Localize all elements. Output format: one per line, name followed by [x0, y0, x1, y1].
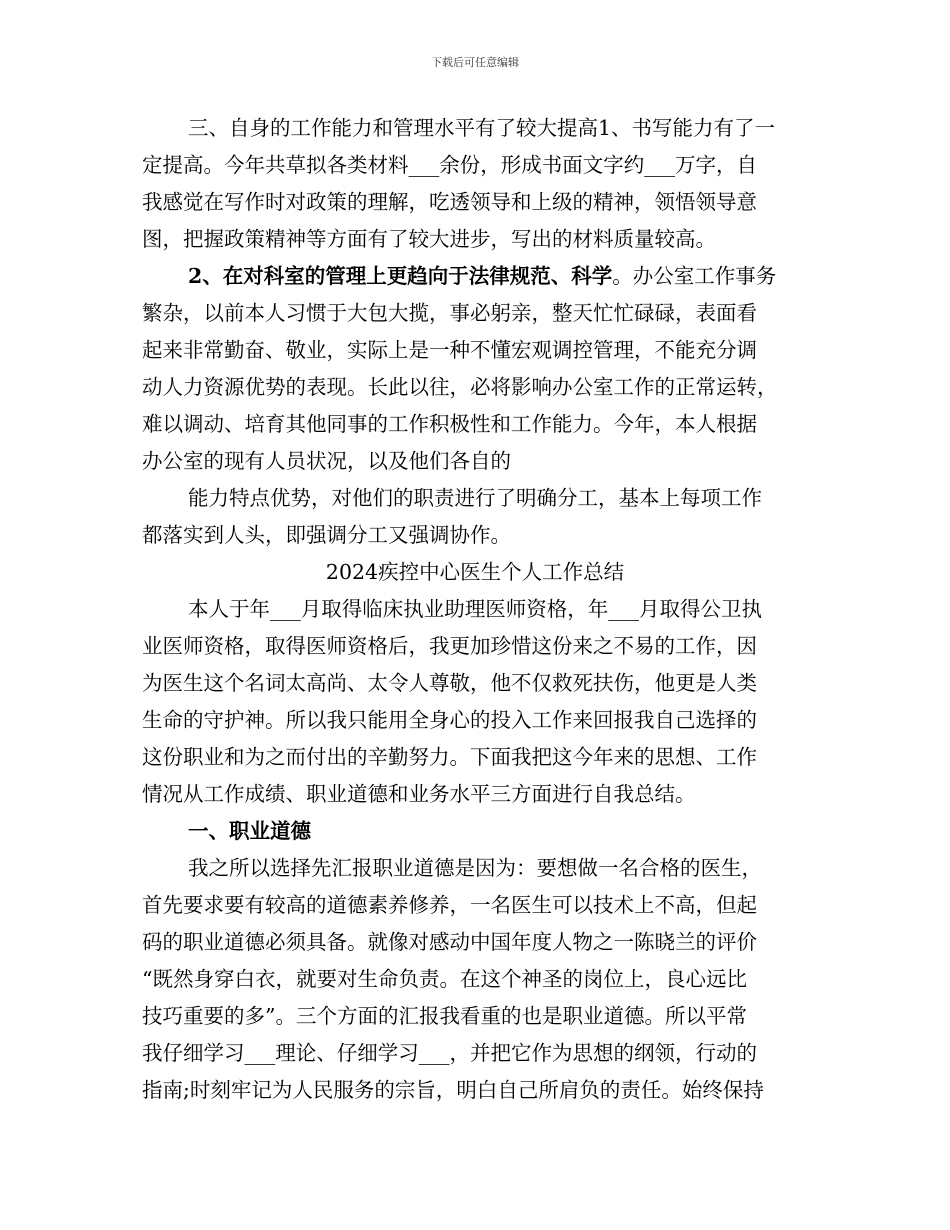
paragraph-line [188, 262, 776, 290]
paragraph-line: 难以调动、培育其他同事的工作积极性和工作能力。今年，本人根据 [142, 412, 757, 436]
section-heading: 一、职业道德 [188, 819, 311, 843]
paragraph-line: 图，把握政策精神等方面有了较大进步，写出的材料质量较高。 [142, 227, 716, 251]
paragraph-line: 生命的守护神。所以我只能用全身心的投入工作来回报我自己选择的 [142, 708, 757, 732]
paragraph-line: 我感觉在写作时对政策的理解，吃透领导和上级的精神，领悟领导意 [142, 190, 757, 214]
paragraph-line: 定提高。今年共草拟各类材料___余份，形成书面文字约___万字，自 [142, 153, 757, 177]
paragraph-line: 指南;时刻牢记为人民服务的宗旨，明白自己所肩负的责任。始终保持 [142, 1078, 764, 1102]
paragraph-line: 我仔细学习___理论、仔细学习___，并把它作为思想的纲领，行动的 [142, 1041, 757, 1065]
paragraph-line: 三、自身的工作能力和管理水平有了较大提高1、书写能力有了一 [188, 116, 776, 140]
paragraph-line: 首先要求要有较高的道德素养修养，一名医生可以技术上不高，但起 [142, 893, 757, 917]
paragraph-line: 繁杂，以前本人习惯于大包大揽，事必躬亲，整天忙忙碌碌，表面看 [142, 301, 757, 325]
paragraph-line: 办公室的现有人员状况，以及他们各自的 [142, 449, 511, 473]
paragraph-line: 能力特点优势，对他们的职责进行了明确分工，基本上每项工作 [188, 486, 762, 510]
paragraph-line: 本人于年___月取得临床执业助理医师资格，年___月取得公卫执 [188, 597, 762, 621]
page-header: 下载后可任意编辑 [431, 56, 519, 69]
paragraph-line: 我之所以选择先汇报职业道德是因为：要想做一名合格的医生， [188, 856, 762, 880]
paragraph-line: 码的职业道德必须具备。就像对感动中国年度人物之一陈晓兰的评价 [142, 930, 757, 954]
paragraph-line: 为医生这个名词太高尚、太令人尊敬，他不仅救死扶伤，他更是人类 [142, 671, 757, 695]
paragraph-line: “既然身穿白衣，就要对生命负责。在这个神圣的岗位上，良心远比 [142, 967, 747, 991]
paragraph-line: 动人力资源优势的表现。长此以往，必将影响办公室工作的正常运转， [142, 375, 778, 399]
section-heading: 2、在对科室的管理上更趋向于法律规范、科学 [188, 264, 613, 288]
paragraph-text: 。办公室工作事务 [612, 264, 777, 288]
paragraph-line: 技巧重要的多”。三个方面的汇报我看重的也是职业道德。所以平常 [142, 1004, 747, 1028]
paragraph-line: 业医师资格，取得医师资格后，我更加珍惜这份来之不易的工作，因 [142, 634, 757, 658]
paragraph-line: 都落实到人头，即强调分工又强调协作。 [142, 523, 511, 547]
document-title: 2024疾控中心医生个人工作总结 [325, 560, 625, 584]
paragraph-line: 情况从工作成绩、职业道德和业务水平三方面进行自我总结。 [142, 782, 696, 806]
paragraph-line: 起来非常勤奋、敬业，实际上是一种不懂宏观调控管理，不能充分调 [142, 338, 757, 362]
paragraph-line: 这份职业和为之而付出的辛勤努力。下面我把这今年来的思想、工作 [142, 745, 757, 769]
